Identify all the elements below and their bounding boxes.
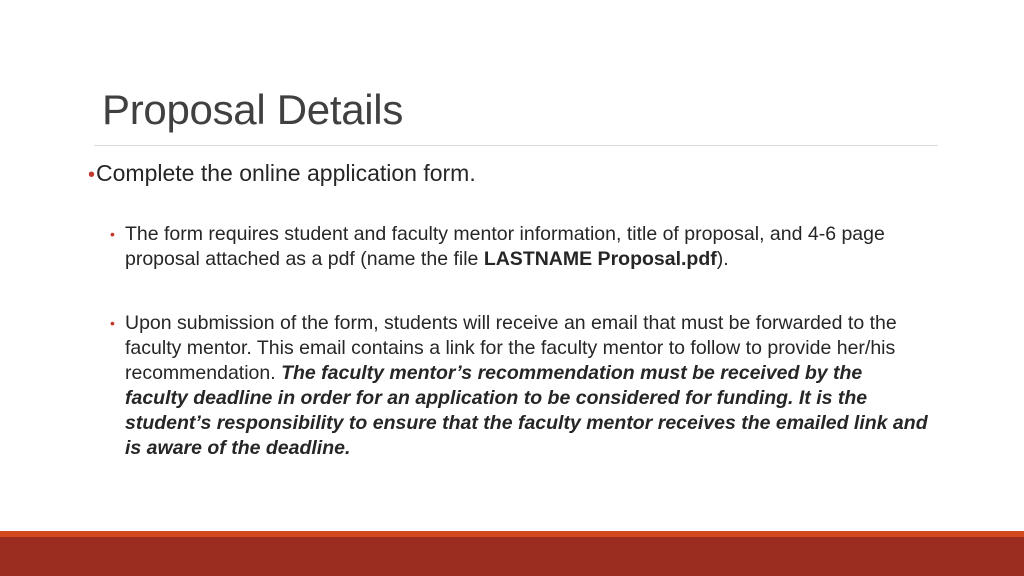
bullet-dot-icon: • (110, 226, 115, 242)
sub-bullet-text (125, 222, 930, 272)
sub-bullet-text-b: ). (716, 248, 729, 270)
deadline-emphasis: The faculty mentor’s recommendation must be received by the faculty deadline in order for an application to be considered for funding. It is the student’s responsibility to ensure that the faculty mentor receives the emailed link and is aware of the deadline. (125, 362, 928, 459)
footer-bar (0, 537, 1024, 576)
file-name-emphasis: LASTNAME Proposal.pdf (483, 248, 717, 270)
bullet-dot-icon: • (110, 315, 115, 331)
sub-bullet-text-a: Upon submission of the form, students will receive an email that must be forwarded to the faculty mentor. This email contains a link for the faculty mentor to follow to provide her/his recommendation. (125, 312, 897, 384)
bullet-level1 (88, 158, 928, 190)
bullet-text: Complete the online application form. (96, 160, 476, 186)
sub-bullet-form-requirements (110, 222, 930, 272)
title-divider (94, 145, 938, 146)
bullet-dot-icon: • (88, 164, 96, 186)
sub-bullet-submission (110, 311, 930, 461)
slide-title: Proposal Details (102, 86, 404, 133)
sub-bullet-text (125, 311, 930, 461)
sub-bullet-text-a: The form requires student and faculty mentor information, title of proposal, and 4-6 page proposal attached as a pdf (name the file (125, 223, 885, 270)
